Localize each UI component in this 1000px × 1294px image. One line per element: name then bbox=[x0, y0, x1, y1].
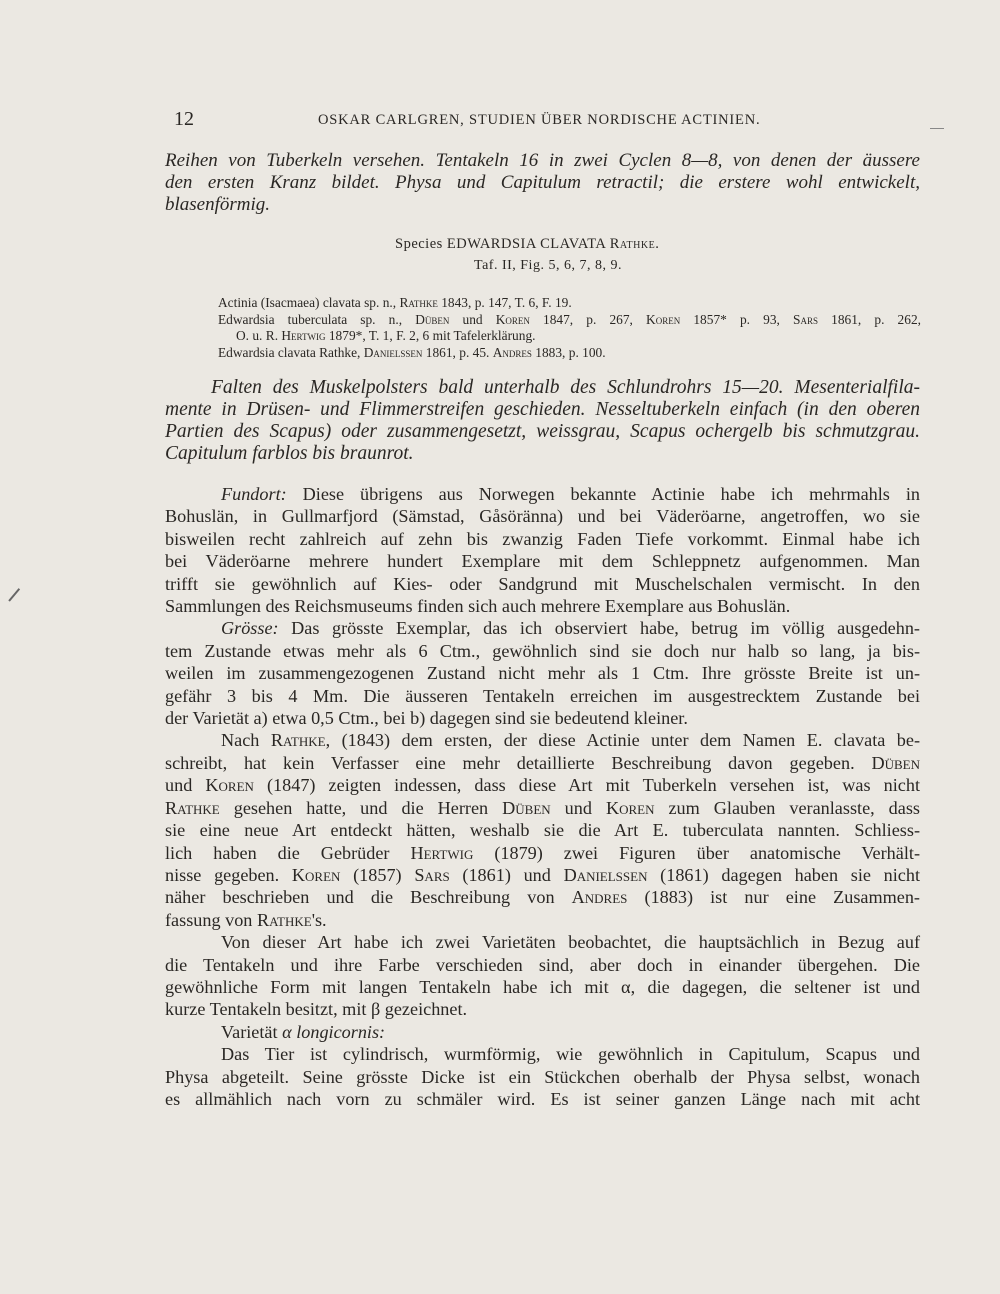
fundort-label: Fundort: bbox=[221, 484, 287, 504]
synonymy-line: Edwardsia tuberculata sp. n., Düben und Koren 1847, p. 267, Koren 1857* p. 93, Sars 1861, p. 262, bbox=[218, 311, 921, 327]
diagnosis-paragraph bbox=[165, 377, 920, 465]
text-line: blasenförmig. bbox=[165, 194, 271, 215]
text-line: Von dieser Art habe ich zwei Varietäten beobachtet, die hauptsächlich in Bezug auf bbox=[221, 932, 920, 953]
body-text bbox=[165, 483, 920, 1110]
text-line: lich haben die Gebrüder Hertwig (1879) zwei Figuren über anatomische Verhält- bbox=[165, 842, 920, 863]
text-line: bei Väderöarne mehrere hundert Exemplare mit dem Schleppnetz aufgenommen. Man bbox=[165, 551, 920, 572]
text-line: die Tentakeln und ihre Farbe verschieden sind, aber doch in einander übergehen. Die bbox=[165, 954, 920, 975]
groesse-label: Grösse: bbox=[221, 618, 279, 639]
text-line: und Koren (1847) zeigten indessen, dass diese Art mit Tuberkeln versehen ist, was nicht bbox=[165, 775, 921, 796]
intro-paragraph bbox=[165, 150, 920, 216]
text-line: es allmählich nach vorn zu schmäler wird. Es ist seiner ganzen Länge nach mit acht bbox=[165, 1088, 920, 1109]
text-line: Grösse: Das grösste Exemplar, das ich observiert habe, betrug im völlig ausgedehn- bbox=[221, 618, 920, 639]
running-title: OSKAR CARLGREN, STUDIEN ÜBER NORDISCHE ACTINIEN. bbox=[318, 112, 761, 128]
text-line: Falten des Muskelpolsters bald unterhalb des Schlundrohrs 15—20. Mesenterialfila- bbox=[211, 377, 920, 398]
text-line: der Varietät a) etwa 0,5 Ctm., bei b) dagegen sind sie bedeutend kleiner. bbox=[165, 708, 688, 729]
running-header bbox=[174, 108, 924, 134]
text-line: Fundort: Diese übrigens aus Norwegen bekannte Actinie habe ich mehrmahls in bbox=[221, 484, 920, 504]
text-line: Capitulum farblos bis braunrot. bbox=[165, 443, 414, 464]
text-line: fassung von Rathke's. bbox=[165, 909, 327, 930]
text-line: nisse gegeben. Koren (1857) Sars (1861) und Danielssen (1861) dagegen haben sie nicht bbox=[165, 864, 921, 885]
variety-heading: Varietät α longicornis: bbox=[221, 1021, 386, 1042]
synonymy-line: O. u. R. Hertwig 1879*, T. 1, F. 2, 6 mit Tafelerklärung. bbox=[236, 328, 536, 344]
margin-tick bbox=[930, 128, 944, 129]
text-line: schreibt, hat kein Verfasser eine mehr detaillierte Beschreibung davon gegeben. Düben bbox=[165, 752, 921, 773]
text-line: Nach Rathke, (1843) dem ersten, der diese Actinie unter dem Namen E. clavata be- bbox=[221, 730, 921, 751]
text-line: Reihen von Tuberkeln versehen. Tentakeln 16 in zwei Cyclen 8—8, von denen der äussere bbox=[165, 150, 920, 171]
text-line: den ersten Kranz bildet. Physa und Capitulum retractil; die erstere wohl entwickelt, bbox=[165, 172, 920, 193]
synonymy-line: Actinia (Isacmaea) clavata sp. n., Rathke 1843, p. 147, T. 6, F. 19. bbox=[218, 295, 572, 310]
species-name: EDWARDSIA CLAVATA bbox=[446, 236, 610, 252]
text-line: näher beschrieben und die Beschreibung von Andres (1883) ist nur eine Zusammen- bbox=[165, 887, 920, 908]
text-line: Partien des Scapus) oder zusammengesetzt, weissgrau, Scapus ochergelb bis schmutzgrau. bbox=[165, 421, 920, 442]
page-number: 12 bbox=[174, 108, 194, 130]
text-line: Rathke gesehen hatte, und die Herren Düben und Koren zum Glauben veranlasste, dass bbox=[165, 797, 921, 818]
text-line: Das Tier ist cylindrisch, wurmförmig, wie gewöhnlich in Capitulum, Scapus und bbox=[221, 1044, 920, 1065]
species-heading bbox=[395, 236, 659, 253]
text-line: bisweilen recht zahlreich auf zehn bis zwanzig Faden Tiefe vorkommt. Einmal habe ich bbox=[165, 528, 920, 549]
text-line: trifft sie gewöhnlich auf Kies- oder Sandgrund mit Muschelschalen vermischt. In den bbox=[165, 573, 920, 594]
text-line: Sammlungen des Reichsmuseums finden sich auch mehrere Exemplare aus Bohuslän. bbox=[165, 596, 791, 617]
text-line: mente in Drüsen- und Flimmerstreifen geschieden. Nesseltuberkeln einfach (in den oberen bbox=[165, 399, 920, 420]
species-prefix: Species bbox=[395, 236, 447, 252]
species-suffix: . bbox=[655, 236, 660, 252]
synonymy-list bbox=[218, 295, 921, 361]
text-line: gefähr 3 bis 4 Mm. Die äusseren Tentakeln erreichen im ausgestrecktem Zustande bei bbox=[165, 685, 920, 706]
species-author: Rathke bbox=[609, 236, 656, 252]
text-line: kurze Tentakeln besitzt, mit β gezeichnet. bbox=[165, 999, 468, 1020]
text-line: Physa abgeteilt. Seine grösste Dicke ist ein Stückchen oberhalb der Physa selbst, wonach bbox=[165, 1066, 920, 1087]
text-line: weilen im zusammengezogenen Zustand nicht mehr als 1 Ctm. Ihre grösste Breite ist un- bbox=[165, 663, 920, 684]
synonymy-line: Edwardsia clavata Rathke, Danielssen 1861, p. 45. Andres 1883, p. 100. bbox=[218, 344, 606, 360]
text-line: Bohuslän, in Gullmarfjord (Sämstad, Gåsöränna) und bei Väderöarne, angetroffen, wo sie bbox=[165, 506, 920, 527]
plate-reference: Taf. II, Fig. 5, 6, 7, 8, 9. bbox=[474, 258, 622, 273]
text-line: gewöhnliche Form mit langen Tentakeln habe ich mit α, die dagegen, die seltener ist und bbox=[165, 976, 920, 997]
margin-pencil-mark bbox=[8, 588, 19, 601]
text-line: tem Zustande etwas mehr als 6 Ctm., gewöhnlich sind sie doch nur halb so lang, ja bis- bbox=[165, 640, 920, 661]
text-line: sie eine neue Art entdeckt hätten, weshalb sie die Art E. tuberculata nannten. Schliess- bbox=[165, 820, 920, 841]
